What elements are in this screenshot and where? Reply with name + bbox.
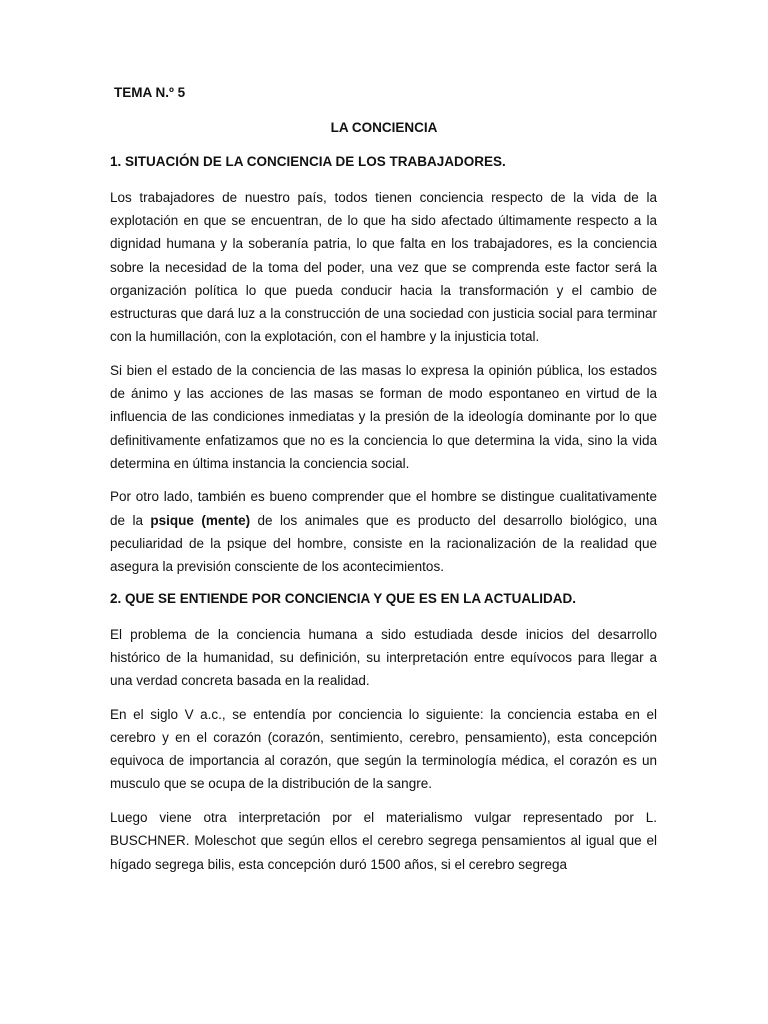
paragraph-text: Por otro lado, también es bueno comprender que el hombre se distingue cualitativamente de la (110, 489, 657, 528)
bold-term: psique (mente) (150, 512, 251, 528)
topic-number: TEMA N.º 5 (114, 85, 186, 100)
document-body (110, 152, 657, 886)
section-1-paragraph-2: Si bien el estado de la conciencia de las masas lo expresa la opinión pública, los estados de ánimo y las acciones de las masas se forman de modo espontaneo en virtud de la influencia de las condiciones inmediatas y la presión de la ideología dominante por lo que definitivamente enfatizamos que no es la conciencia lo que determina la vida, sino la vida determina en última instancia la conciencia social. (110, 362, 657, 471)
section-1-paragraph-3 (110, 485, 657, 578)
section-2-paragraph-2: En el siglo V a.c., se entendía por conciencia lo siguiente: la conciencia estaba en el cerebro y en el corazón (corazón, sentimiento, cerebro, pensamiento), esta concepción equivoca de importancia al corazón, que según la terminología médica, el corazón es un musculo que se ocupa de la distribución de la sangre. (110, 706, 657, 792)
section-1-heading: 1. SITUACIÓN DE LA CONCIENCIA DE LOS TRABAJADORES. (110, 154, 506, 169)
section-2-paragraph-3: Luego viene otra interpretación por el materialismo vulgar representado por L. BUSCHNER. Moleschot que según ellos el cerebro segrega pensamientos al igual que el hígado segrega bilis, esta concepción duró 1500 años, si el cerebro segrega (110, 810, 657, 872)
section-2-paragraph-1: El problema de la conciencia humana a sido estudiada desde inicios del desarrollo histórico de la humanidad, su definición, su interpretación entre equívocos para llegar a una verdad concreta basada en la realidad. (110, 626, 657, 689)
page-title: LA CONCIENCIA (330, 120, 438, 135)
section-1-paragraph-1: Los trabajadores de nuestro país, todos tienen conciencia respecto de la vida de la explotación en que se encuentran, de lo que ha sido afectado últimamente respecto a la dignidad humana y la soberanía patria, lo que falta en los trabajadores, es la conciencia sobre la necesidad de la toma del poder, una vez que se comprenda este factor será la organización política lo que pueda conducir hacia la transformación y el cambio de estructuras que dará luz a la construcción de una sociedad con justicia social para terminar con la humillación, con la explotación, con el hambre y la injusticia total. (110, 190, 657, 345)
paragraph-text: de los animales que es producto del desarrollo biológico, una peculiaridad de la psique del hombre, consiste en la racionalización de la realidad que asegura la previsión consciente de los acontecimientos. (110, 512, 657, 575)
section-2-heading: 2. QUE SE ENTIENDE POR CONCIENCIA Y QUE ES EN LA ACTUALIDAD. (110, 590, 577, 606)
